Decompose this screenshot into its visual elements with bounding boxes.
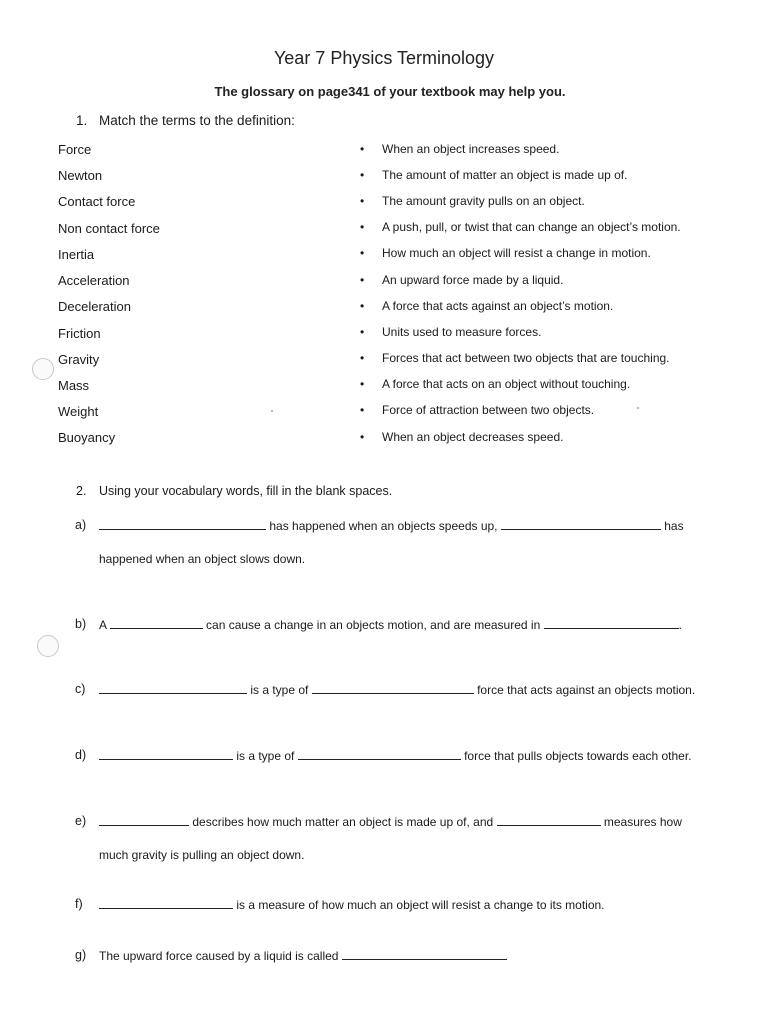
punch-hole-mark: [32, 358, 54, 380]
definition-item: Units used to measure forces.: [382, 325, 542, 339]
subquestion-c-text: force that acts against an objects motion.: [477, 683, 696, 697]
bullet-point: •: [360, 377, 365, 391]
subquestion-e-text: measures how: [603, 815, 682, 829]
subquestion-label-g: g): [75, 948, 87, 962]
definition-item: Forces that act between two objects that are touching.: [382, 351, 670, 365]
bullet-point: •: [360, 299, 365, 313]
answer-blank[interactable]: [298, 748, 461, 760]
subquestion-d-text: force that pulls objects towards each other.: [464, 749, 692, 763]
bullet-point: •: [360, 325, 365, 339]
definition-item: When an object decreases speed.: [382, 430, 564, 444]
bullet-point: •: [360, 246, 365, 260]
subquestion-a-line1: [99, 518, 684, 533]
bullet-point: •: [360, 351, 365, 365]
subquestion-c-line: [99, 682, 695, 697]
bullet-point: •: [360, 220, 365, 234]
subquestion-b-text: A: [99, 618, 107, 632]
answer-blank[interactable]: [544, 617, 679, 629]
definition-item: An upward force made by a liquid.: [382, 273, 564, 287]
page-subtitle: The glossary on page341 of your textbook may help you.: [214, 84, 566, 99]
subquestion-a-line2: happened when an object slows down.: [99, 552, 306, 566]
subquestion-c-text: is a type of: [250, 683, 309, 697]
subquestion-b-line: [99, 617, 682, 632]
bullet-point: •: [360, 168, 365, 182]
term-item: Acceleration: [58, 273, 130, 288]
question-1-number: 1.: [76, 113, 88, 128]
subquestion-label-f: f): [75, 897, 83, 911]
subquestion-b-text: .: [678, 618, 682, 632]
answer-blank[interactable]: [99, 682, 247, 694]
question-2-prompt: Using your vocabulary words, fill in the blank spaces.: [99, 484, 393, 498]
term-item: Friction: [58, 326, 101, 341]
question-1-prompt: Match the terms to the definition:: [99, 113, 295, 128]
term-item: Gravity: [58, 352, 100, 367]
term-item: Newton: [58, 168, 103, 183]
term-item: Contact force: [58, 194, 136, 209]
subquestion-label-a: a): [75, 518, 87, 532]
answer-blank[interactable]: [312, 682, 474, 694]
definition-item: The amount of matter an object is made up of.: [382, 168, 628, 182]
term-item: Non contact force: [58, 221, 160, 236]
punch-hole-mark: [37, 635, 59, 657]
subquestion-g-line: [99, 948, 507, 963]
subquestion-a-text: has: [664, 519, 684, 533]
scan-speck: [271, 410, 273, 412]
term-item: Deceleration: [58, 299, 131, 314]
bullet-point: •: [360, 403, 365, 417]
definition-item: A force that acts on an object without touching.: [382, 377, 631, 391]
question-1-heading: [76, 113, 295, 128]
subquestion-e-line2: much gravity is pulling an object down.: [99, 848, 305, 862]
answer-blank[interactable]: [99, 814, 189, 826]
term-item: Mass: [58, 378, 90, 393]
definition-item: When an object increases speed.: [382, 142, 560, 156]
term-item: Weight: [58, 404, 99, 419]
subquestion-label-c: c): [75, 682, 86, 696]
definition-item: The amount gravity pulls on an object.: [382, 194, 585, 208]
definition-item: A push, pull, or twist that can change an object’s motion.: [382, 220, 681, 234]
subquestion-e-text: describes how much matter an object is made up of, and: [192, 815, 494, 829]
definition-item: How much an object will resist a change in motion.: [382, 246, 651, 260]
subquestion-f-line: [99, 897, 605, 912]
bullet-point: •: [360, 142, 365, 156]
subquestion-a-text: has happened when an objects speeds up,: [269, 519, 498, 533]
answer-blank[interactable]: [99, 518, 266, 530]
answer-blank[interactable]: [110, 617, 203, 629]
subquestion-e-line1: [99, 814, 682, 829]
definition-item: A force that acts against an object’s motion.: [382, 299, 614, 313]
bullet-point: •: [360, 430, 365, 444]
term-item: Inertia: [58, 247, 95, 262]
subquestion-f-text: is a measure of how much an object will resist a change to its motion.: [236, 898, 605, 912]
subquestion-d-text: is a type of: [236, 749, 295, 763]
answer-blank[interactable]: [99, 897, 233, 909]
term-item: Force: [58, 142, 92, 157]
bullet-point: •: [360, 273, 365, 287]
subquestion-g-text: The upward force caused by a liquid is called: [99, 949, 339, 963]
page-title: Year 7 Physics Terminology: [273, 48, 495, 68]
subquestion-b-text: can cause a change in an objects motion, and are measured in: [206, 618, 541, 632]
question-2-number: 2.: [76, 484, 87, 498]
subquestion-label-b: b): [75, 617, 87, 631]
subquestion-d-line: [99, 748, 692, 763]
definition-item: Force of attraction between two objects.: [382, 403, 595, 417]
scan-speck: [637, 407, 639, 409]
term-item: Buoyancy: [58, 430, 116, 445]
bullet-point: •: [360, 194, 365, 208]
answer-blank[interactable]: [99, 748, 233, 760]
question-2-heading: [76, 484, 392, 498]
answer-blank[interactable]: [497, 814, 601, 826]
subquestion-label-e: e): [75, 814, 87, 828]
subquestion-label-d: d): [75, 748, 87, 762]
answer-blank[interactable]: [501, 518, 661, 530]
answer-blank[interactable]: [342, 948, 507, 960]
